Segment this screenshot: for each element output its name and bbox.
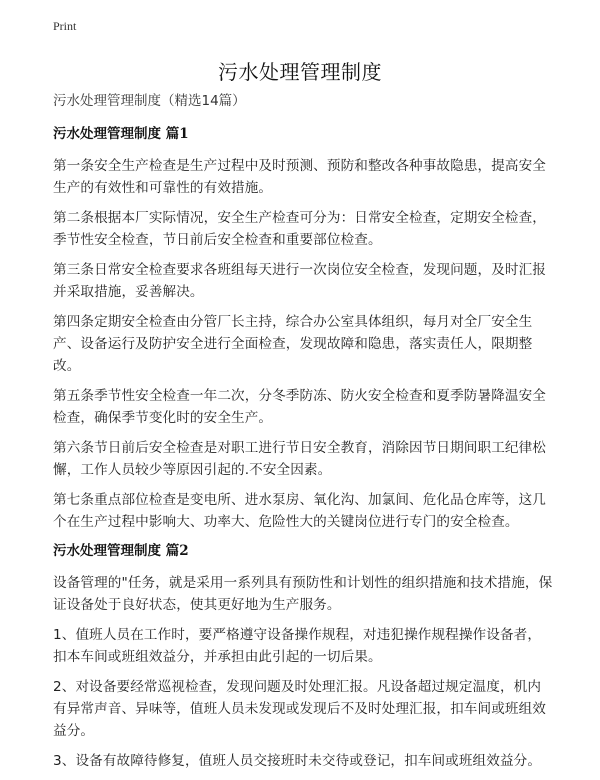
section-heading: 污水处理管理制度 篇2 — [53, 543, 189, 559]
paragraph: 2、对设备要经常巡视检查，发现问题及时处理汇报。凡设备超过规定温度，机内有异常声音、异味等，值班人员未发现或发现后不及时处理汇报，扣车间或班组效益分。 — [53, 679, 546, 739]
print-label: Print — [53, 19, 77, 33]
section-2 — [53, 541, 553, 772]
document-subtitle: 污水处理管理制度（精选14篇） — [53, 93, 246, 109]
paragraph: 第七条重点部位检查是变电所、进水泵房、氧化沟、加氯间、危化品仓库等，这几个在生产过程中影响大、功率大、危险性大的关键岗位进行专门的安全检查。 — [53, 492, 546, 530]
section-heading: 污水处理管理制度 篇1 — [53, 126, 189, 142]
paragraph: 3、设备有故障待修复，值班人员交接班时未交待或登记，扣车间或班组效益分。 — [53, 753, 542, 769]
paragraph: 设备管理的"任务，就是采用一系列具有预防性和计划性的组织措施和技术措施，保证设备处于良好状态，使其更好地为生产服务。 — [53, 575, 553, 613]
paragraph: 第一条安全生产检查是生产过程中及时预测、预防和整改各种事故隐患，提高安全生产的有效性和可靠性的有效措施。 — [53, 158, 546, 196]
paragraph: 第六条节日前后安全检查是对职工进行节日安全教育，消除因节日期间职工纪律松懈，工作人员较少等原因引起的.不安全因素。 — [53, 440, 546, 478]
paragraph: 第五条季节性安全检查一年二次，分冬季防冻、防火安全检查和夏季防暑降温安全检查，确保季节变化时的安全生产。 — [53, 388, 546, 426]
paragraph: 第二条根据本厂实际情况，安全生产检查可分为：日常安全检查，定期安全检查，季节性安全检查，节日前后安全检查和重要部位检查。 — [53, 210, 546, 248]
paragraph: 1、值班人员在工作时，要严格遵守设备操作规程，对违犯操作规程操作设备者，扣本车间或班组效益分，并承担由此引起的一切后果。 — [53, 627, 542, 665]
document-body — [53, 91, 553, 780]
paragraph: 第四条定期安全检查由分管厂长主持，综合办公室具体组织，每月对全厂安全生产、设备运行及防护安全进行全面检查，发现故障和隐患，落实责任人，限期整改。 — [53, 314, 533, 374]
section-1 — [53, 124, 553, 533]
paragraph: 第三条日常安全检查要求各班组每天进行一次岗位安全检查，发现问题，及时汇报并采取措施，妥善解决。 — [53, 262, 546, 300]
document-title: 污水处理管理制度 — [218, 60, 382, 84]
